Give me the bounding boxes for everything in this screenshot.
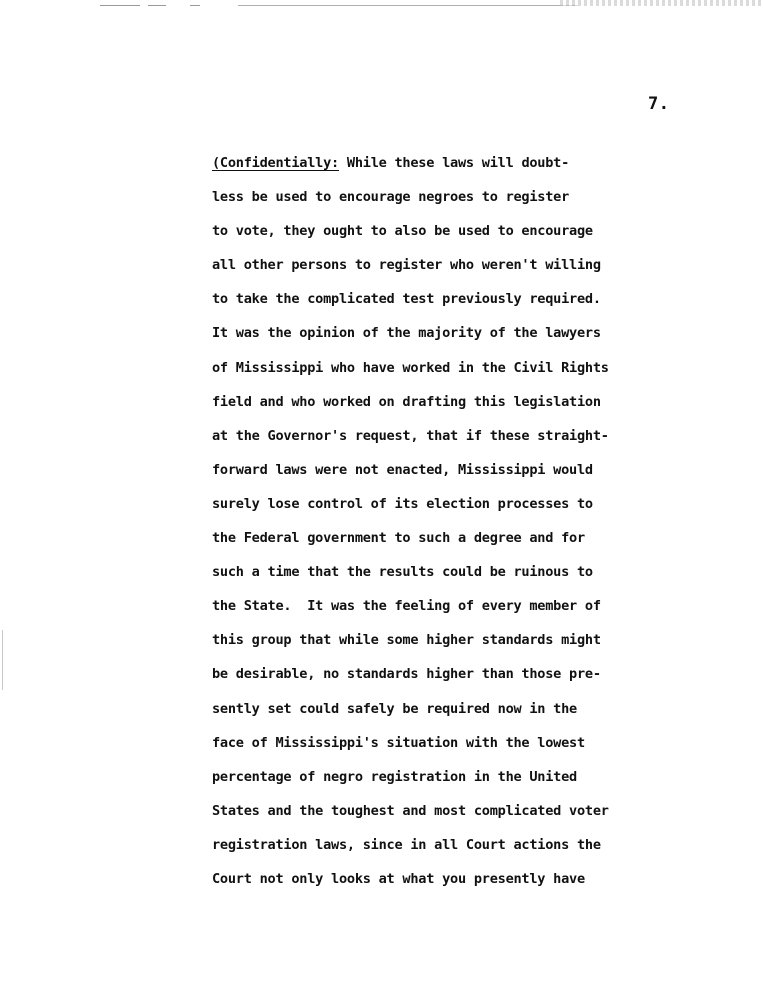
text-line: less be used to encourage negroes to register <box>212 189 570 206</box>
scan-artifact-left <box>2 630 3 690</box>
text-line: to take the complicated test previously required. <box>212 291 601 308</box>
text-line: the Federal government to such a degree and for <box>212 530 585 547</box>
text-line: all other persons to register who weren't willing <box>212 257 601 274</box>
text-line: sently set could safely be required now in the <box>212 700 577 717</box>
text-line: registration laws, since in all Court actions the <box>212 836 601 853</box>
text-line: surely lose control of its election processes to <box>212 495 593 512</box>
text-line: face of Mississippi's situation with the lowest <box>212 734 585 751</box>
text-line: to vote, they ought to also be used to encourage <box>212 223 593 240</box>
body-text <box>212 146 702 896</box>
confidentially-label: (Confidentially: <box>212 155 339 171</box>
text-line: at the Governor's request, that if these straight- <box>212 427 609 444</box>
text-line: forward laws were not enacted, Mississippi would <box>212 461 593 478</box>
text-line: this group that while some higher standards might <box>212 632 601 649</box>
page-number: 7. <box>648 94 670 114</box>
text-line <box>212 146 702 180</box>
text-line: field and who worked on drafting this legislation <box>212 393 601 410</box>
text-line: of Mississippi who have worked in the Civil Rights <box>212 359 609 376</box>
text-line: be desirable, no standards higher than those pre- <box>212 666 601 683</box>
text-line: percentage of negro registration in the United <box>212 768 577 785</box>
text-line: It was the opinion of the majority of the lawyers <box>212 325 601 342</box>
text-line: such a time that the results could be ruinous to <box>212 564 593 581</box>
scan-artifact-top <box>0 0 763 12</box>
text-line: States and the toughest and most complicated voter <box>212 802 609 819</box>
text-line: the State. It was the feeling of every member of <box>212 598 601 615</box>
text-line-content: While these laws will doubt- <box>338 155 570 171</box>
text-line: Court not only looks at what you presently have <box>212 870 585 887</box>
